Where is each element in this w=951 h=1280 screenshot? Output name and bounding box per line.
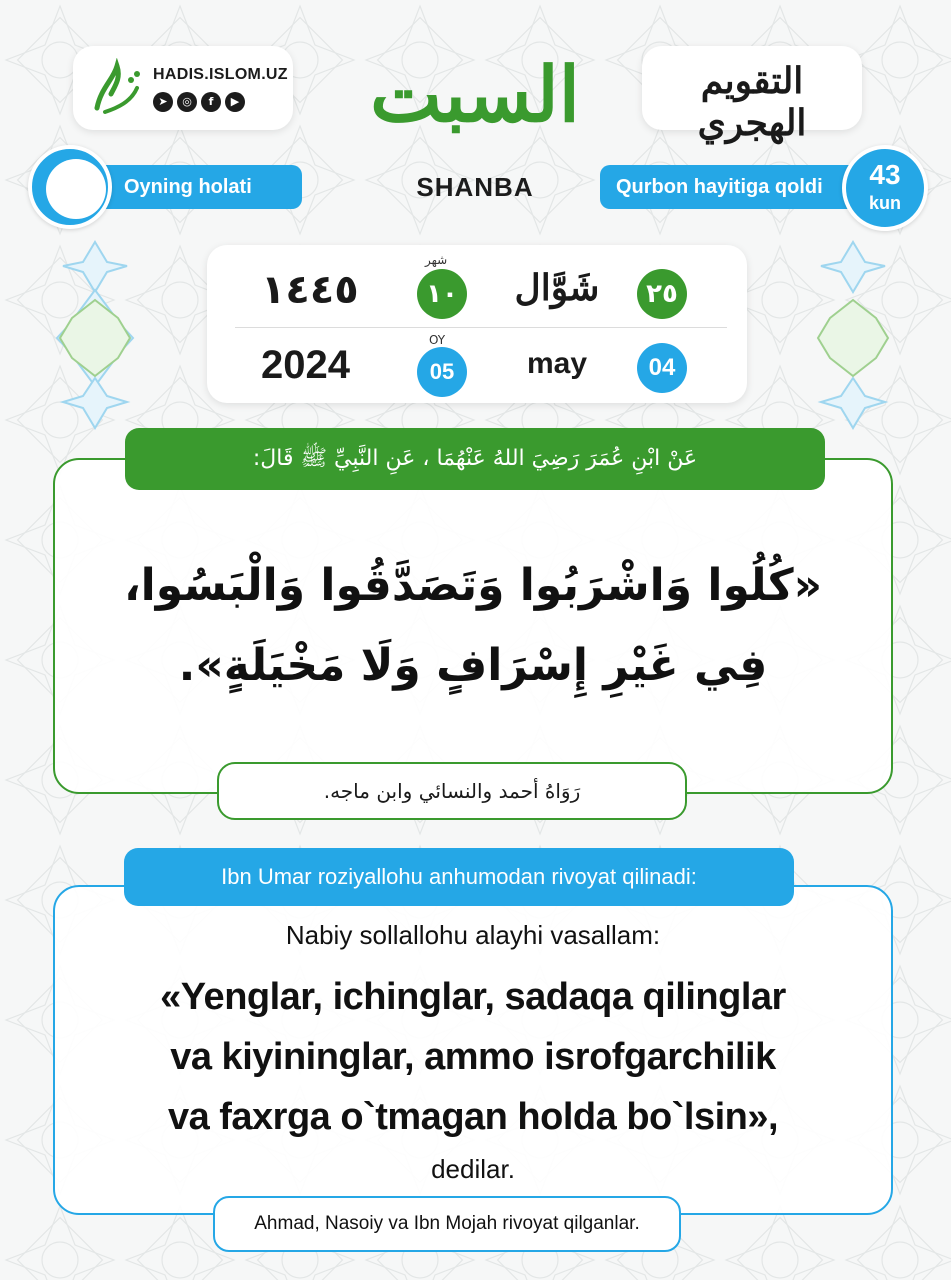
eid-days-count: 43 <box>869 159 901 190</box>
date-divider <box>235 327 727 328</box>
moon-status-pill <box>96 165 302 209</box>
brand-card <box>73 46 293 130</box>
uzbek-hadith-intro: Nabiy sollallohu alayhi vasallam: <box>285 920 661 950</box>
facebook-icon[interactable]: f <box>201 92 221 112</box>
arabic-narrator-banner: عَنْ ابْنِ عُمَرَ رَضِيَ اللهُ عَنْهُمَا ، عَنِ النَّبِيِّ ﷺ قَالَ: <box>125 428 825 490</box>
crescent-shape <box>46 159 106 219</box>
gregorian-day: 04 <box>637 343 687 393</box>
gregorian-month-name: may <box>526 347 588 380</box>
uzbek-narrator-banner: Ibn Umar roziyallohu anhumodan rivoyat qilinadi: <box>124 848 794 906</box>
gregorian-month-number: 05 <box>417 347 467 397</box>
gregorian-month-caption: OY <box>429 333 446 347</box>
hijri-month-caption: شهر <box>425 253 448 267</box>
arabic-hadith-line-1: «كُلُوا وَاشْرَبُوا وَتَصَدَّقُوا وَالْبَسُوا، <box>123 560 823 611</box>
eid-countdown-pill <box>600 165 860 209</box>
day-title-arabic: السبت <box>370 50 580 139</box>
social-links <box>153 92 245 112</box>
uzbek-hadith-tail: dedilar. <box>431 1154 515 1184</box>
telegram-icon[interactable]: ➤ <box>153 92 173 112</box>
uzbek-hadith-line-2: va kiyininglar, ammo isrofgarchilik <box>170 1036 776 1078</box>
eid-countdown-badge <box>842 145 928 231</box>
hadis-islom-logo-icon <box>87 58 145 118</box>
site-name[interactable]: HADIS.ISLOM.UZ <box>153 66 288 83</box>
instagram-icon[interactable]: ◎ <box>177 92 197 112</box>
arabic-hadith-frame <box>53 458 893 794</box>
arabic-hadith-line-2: فِي غَيْرِ إِسْرَافٍ وَلَا مَخْيَلَةٍ». <box>178 640 768 691</box>
moon-phase-icon <box>28 145 112 229</box>
moon-status-label: Oyning holati <box>124 176 252 198</box>
uzbek-hadith-line-1: «Yenglar, ichinglar, sadaqa qilinglar <box>160 976 786 1018</box>
uzbek-hadith-line-3: va faxrga o`tmagan holda bo`lsin», <box>167 1096 779 1138</box>
uzbek-source: Ahmad, Nasoiy va Ibn Mojah rivoyat qilganlar. <box>213 1196 681 1252</box>
arabic-source: رَوَاهُ أحمد والنسائي وابن ماجه. <box>217 762 687 820</box>
eid-days-unit: kun <box>868 193 901 213</box>
hijri-month-name: شَوَّال <box>514 267 600 309</box>
hijri-month-number: ١٠ <box>417 269 467 319</box>
youtube-icon[interactable]: ▶ <box>225 92 245 112</box>
hijri-calendar-card <box>642 46 862 144</box>
eid-countdown-label: Qurbon hayitiga qoldi <box>616 176 823 198</box>
hijri-day: ٢٥ <box>637 269 687 319</box>
hijri-year: ١٤٤٥ <box>261 267 359 313</box>
gregorian-year: 2024 <box>261 343 350 387</box>
hijri-calendar-title: التقويم الهجري <box>697 60 807 144</box>
day-title-latin: SHANBA <box>416 172 534 202</box>
date-card <box>207 245 747 403</box>
